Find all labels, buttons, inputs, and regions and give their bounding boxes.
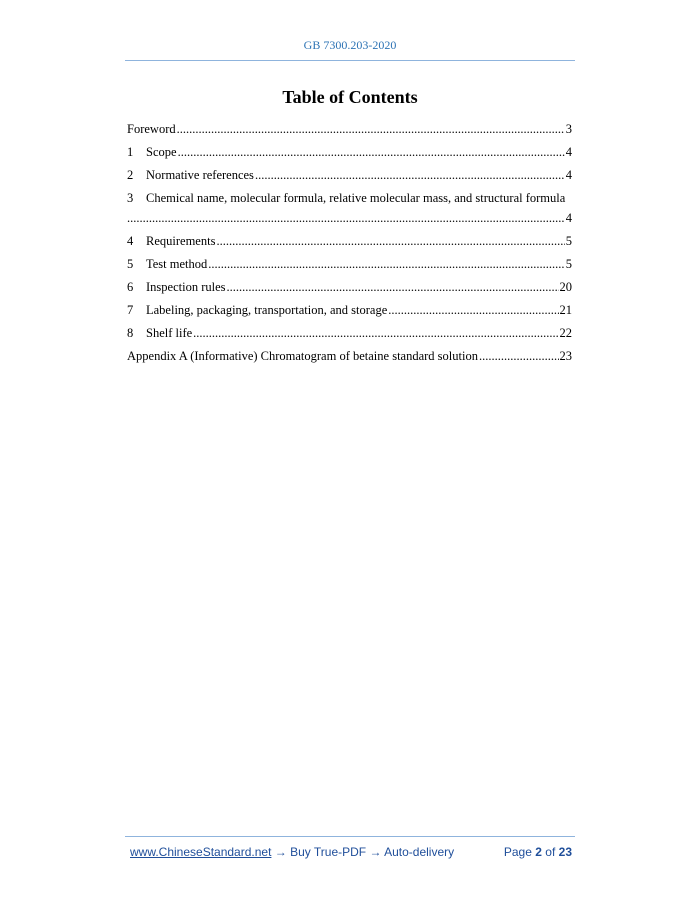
footer-tagline: → Buy True-PDF → Auto-delivery <box>271 845 455 859</box>
total-page-count: 23 <box>558 845 572 859</box>
toc-dot-leader <box>227 279 559 295</box>
toc-entry-page: 21 <box>559 303 572 317</box>
toc-entry-page: 5 <box>565 257 572 271</box>
toc-title: Table of Contents <box>282 87 418 107</box>
toc-dot-leader <box>255 167 565 183</box>
toc-entry-title: Scope <box>146 145 177 159</box>
toc-entry-requirements[interactable] <box>127 233 572 256</box>
toc-entry-number: 4 <box>127 234 134 248</box>
footer-promo <box>130 845 454 859</box>
toc-entry-title: Normative references <box>146 168 254 182</box>
toc-dot-leader <box>388 302 558 318</box>
toc-entry-title: Test method <box>146 257 208 271</box>
toc-entry-number: 1 <box>127 145 134 159</box>
toc-entry-title: Requirements <box>146 234 216 248</box>
toc-entry-page: 22 <box>559 326 572 340</box>
toc-entry-title: Foreword <box>127 122 176 136</box>
toc-entry-number: 3 <box>127 191 134 205</box>
toc-dot-leader <box>178 144 565 160</box>
page-label: Page <box>503 845 532 859</box>
current-page-number: 2 <box>535 845 542 859</box>
toc-entry-title: Chemical name, molecular formula, relative molecular mass, and structural formula <box>146 191 566 205</box>
toc-dot-leader <box>193 325 558 341</box>
toc-entry-title: Inspection rules <box>146 280 226 294</box>
toc-entry-first-line <box>127 190 572 210</box>
toc-dot-leader <box>208 256 564 272</box>
page-header-doc-code: GB 7300.203-2020 <box>303 38 397 52</box>
toc-entry-page: 4 <box>565 168 572 182</box>
toc-entry-inspection-rules[interactable] <box>127 279 572 302</box>
toc-entry-foreword[interactable] <box>127 121 572 144</box>
header-divider <box>125 60 575 61</box>
toc-dot-leader <box>216 233 564 249</box>
toc-entry-normative-references[interactable] <box>127 167 572 190</box>
toc-entry-title: Shelf life <box>146 326 193 340</box>
toc-dot-leader <box>177 121 565 137</box>
toc-entry-title: Appendix A (Informative) Chromatogram of betaine standard solution <box>127 349 478 363</box>
toc-entry-test-method[interactable] <box>127 256 572 279</box>
page-footer <box>130 845 572 859</box>
toc-entry-title: Labeling, packaging, transportation, and storage <box>146 303 388 317</box>
toc-entry-number: 6 <box>127 280 134 294</box>
toc-entry-number: 8 <box>127 326 134 340</box>
toc-entry-appendix-a[interactable] <box>127 348 572 371</box>
table-of-contents <box>127 121 572 371</box>
toc-entry-number: 2 <box>127 168 134 182</box>
footer-divider <box>125 836 575 837</box>
toc-entry-labeling-packaging[interactable] <box>127 302 572 325</box>
page-counter <box>504 845 572 859</box>
toc-entry-page: 20 <box>559 280 572 294</box>
toc-entry-page: 4 <box>565 145 572 159</box>
toc-entry-scope[interactable] <box>127 144 572 167</box>
toc-dot-leader <box>127 210 565 226</box>
toc-entry-page: 4 <box>565 211 572 225</box>
toc-entry-page: 23 <box>559 349 572 363</box>
toc-entry-number: 7 <box>127 303 134 317</box>
toc-entry-continuation-line <box>127 210 572 233</box>
toc-entry-page: 5 <box>565 234 572 248</box>
toc-entry-number: 5 <box>127 257 134 271</box>
toc-dot-leader <box>479 348 559 364</box>
toc-entry-page: 3 <box>565 122 572 136</box>
page-of-label: of <box>545 845 556 859</box>
website-link[interactable]: www.ChineseStandard.net <box>130 845 272 859</box>
toc-entry-chemical-name[interactable] <box>127 190 572 233</box>
toc-entry-shelf-life[interactable] <box>127 325 572 348</box>
